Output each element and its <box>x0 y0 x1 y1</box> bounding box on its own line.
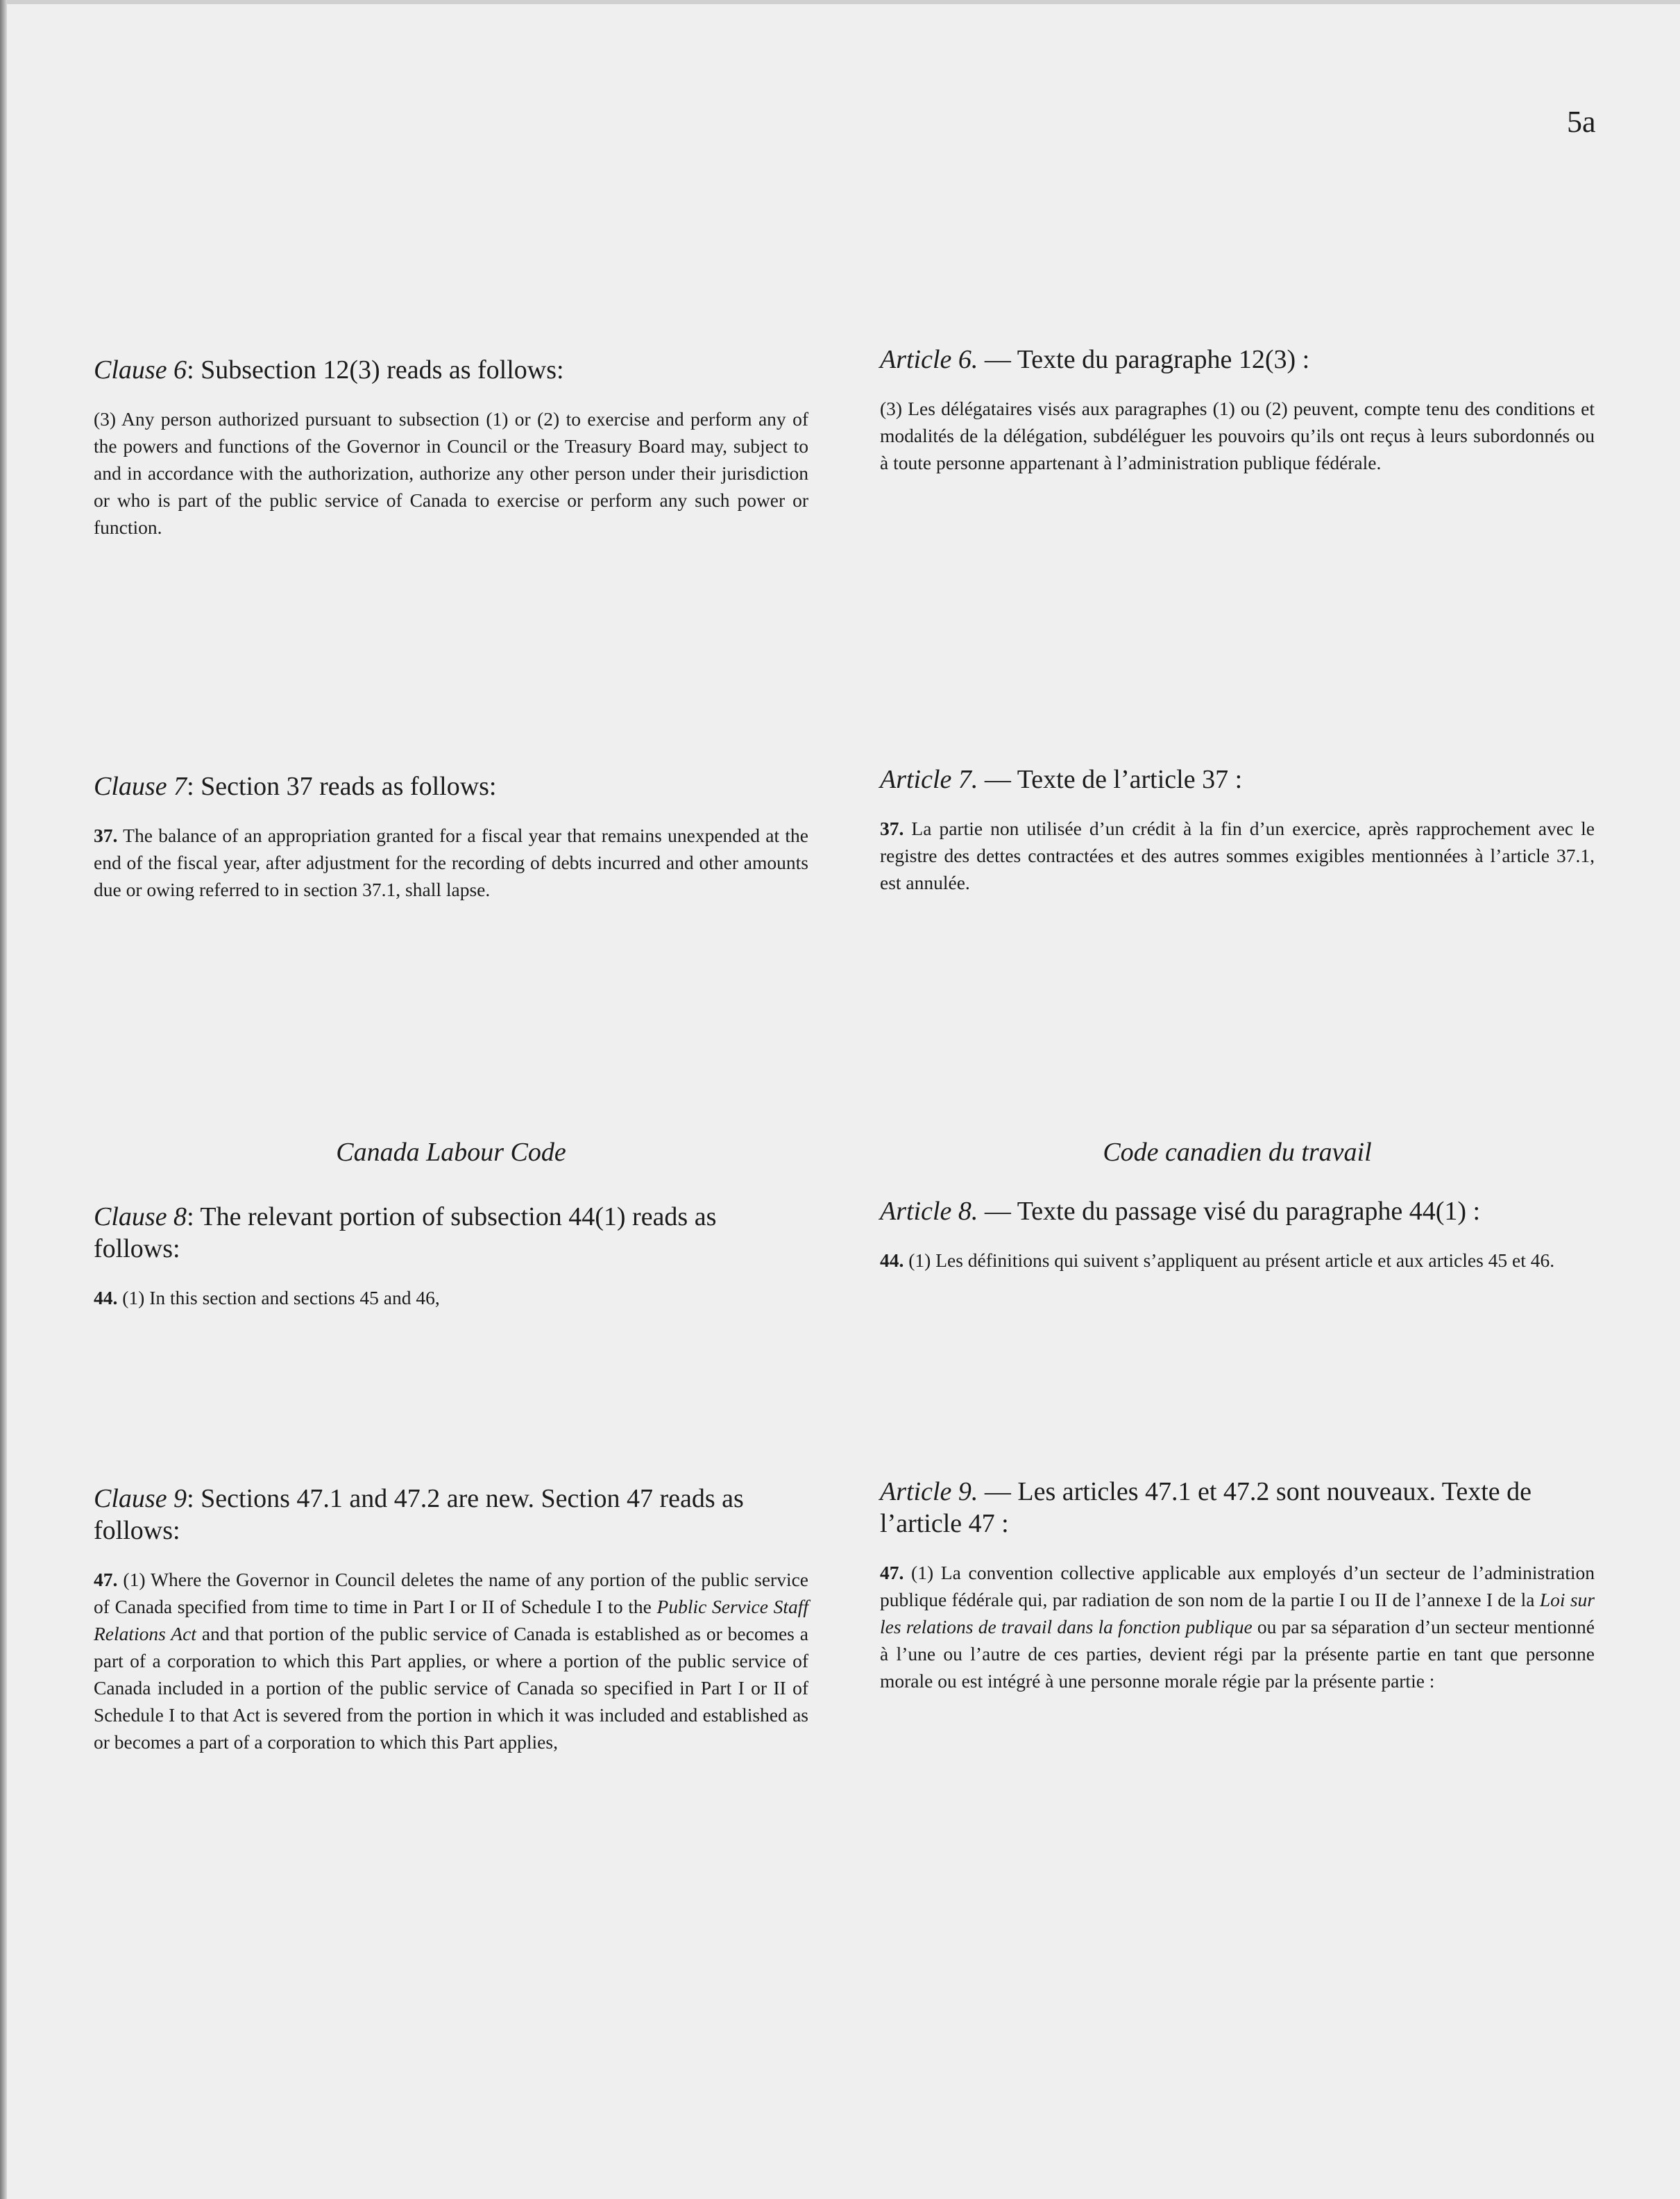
clause-7-text <box>94 822 808 903</box>
article-47-number: 47. <box>880 1562 904 1583</box>
clause-8-heading-text: : The relevant portion of subsection 44(1) reads as follows: <box>94 1202 717 1263</box>
clause-6-heading-text: : Subsection 12(3) reads as follows: <box>187 355 564 385</box>
section-44-number: 44. <box>94 1287 118 1308</box>
clause-7-body: The balance of an appropriation granted for a fiscal year that remains unexpended at the end of the fiscal year, after adjustment for the recording of debts incurred and other amounts due or owing referred to in section 37.1, shall lapse. <box>94 825 808 900</box>
clause-8-text <box>94 1284 808 1311</box>
section-37-number: 37. <box>94 825 118 846</box>
clause-7-en <box>94 770 808 903</box>
article-7-heading-text: — Texte de l’article 37 : <box>978 765 1243 794</box>
article-6-text: (3) Les délégataires visés aux paragraphes (1) ou (2) peuvent, compte tenu des conditions et modalités de la délégation, subdéléguer les pouvoirs qu’ils ont reçus à leurs subordonnés ou à toute personne appartenant à l’administration publique fédérale. <box>880 398 1595 473</box>
clause-7-label: Clause 7 <box>94 772 187 801</box>
article-37-number: 37. <box>880 818 904 839</box>
article-9-body-before: (1) La convention collective applicable aux employés d’un secteur de l’administration publique fédérale qui, par radiation de son nom de la partie I ou II de l’annexe I de la <box>880 1562 1595 1610</box>
article-7-fr <box>880 764 1595 896</box>
article-8-body: (1) Les définitions qui suivent s’appliquent au présent article et aux articles 45 et 46. <box>903 1249 1555 1271</box>
page-number: 5a <box>1567 105 1596 139</box>
article-6-fr <box>880 344 1595 476</box>
article-6-heading-text: — Texte du paragraphe 12(3) : <box>978 345 1310 374</box>
article-44-number: 44. <box>880 1249 904 1271</box>
page-top-edge <box>0 0 1680 4</box>
clause-8-body: (1) In this section and sections 45 and 46, <box>117 1287 440 1308</box>
clause-6-heading <box>94 354 808 386</box>
article-9-fr <box>880 1476 1595 1694</box>
article-7-text <box>880 815 1595 896</box>
clause-7-heading <box>94 770 808 802</box>
article-7-heading <box>880 764 1595 795</box>
clause-9-body-after: and that portion of the public service of Canada is established as or becomes a part of a corporation to which this Part applies, or where a portion of the public service of Canada included in a portion of the public service of Canada so specified in Part I or II of Schedule I to that Act is severed from the portion in which it was included and established as or becomes a part of a corporation to which this Part applies, <box>94 1623 808 1753</box>
article-9-body-after: ou par sa séparation d’un secteur mentionné à l’une ou l’autre de ces parties, devient régi par la présente partie en tant que personne morale ou est intégré à une personne morale régie par la présente partie : <box>880 1616 1595 1692</box>
clause-9-act-name: Public Service Staff Relations Act <box>94 1596 808 1644</box>
page-binding-edge <box>0 0 7 2199</box>
article-9-heading-text: — Les articles 47.1 et 47.2 sont nouveaux. Texte de l’article 47 : <box>880 1477 1532 1538</box>
article-7-body: La partie non utilisée d’un crédit à la fin d’un exercice, après rapprochement avec le registre des dettes contractées et des autres sommes exigibles mentionnées à l’article 37.1, est annulée. <box>880 818 1595 893</box>
article-9-act-name: Loi sur les relations de travail dans la fonction publique <box>880 1589 1595 1637</box>
clause-8-en <box>94 1201 808 1311</box>
clause-9-body-before: (1) Where the Governor in Council deletes the name of any portion of the public service of Canada specified from time to time in Part I or II of Schedule I to the <box>94 1569 808 1617</box>
article-8-fr <box>880 1195 1595 1274</box>
clause-9-heading-text: : Sections 47.1 and 47.2 are new. Section 47 reads as follows: <box>94 1484 744 1545</box>
clause-8-label: Clause 8 <box>94 1202 187 1231</box>
clause-6-label: Clause 6 <box>94 355 187 385</box>
article-6-heading <box>880 344 1595 376</box>
clause-9-label: Clause 9 <box>94 1484 187 1513</box>
section-47-number: 47. <box>94 1569 118 1590</box>
article-6-label: Article 6. <box>880 345 978 374</box>
act-title-fr-wrap <box>880 1137 1595 1168</box>
clause-9-en <box>94 1483 808 1755</box>
act-title-fr: Code canadien du travail <box>1103 1138 1372 1167</box>
article-8-heading-text: — Texte du passage visé du paragraphe 44(1) : <box>978 1197 1481 1226</box>
clause-6-en <box>94 354 808 541</box>
article-9-text <box>880 1559 1595 1694</box>
article-8-text <box>880 1247 1595 1274</box>
article-9-label: Article 9. <box>880 1477 978 1506</box>
clause-6-text: (3) Any person authorized pursuant to subsection (1) or (2) to exercise and perform any of the powers and functions of the Governor in Council or the Treasury Board may, subject to and in accordance with the authorization, authorize any other person under their jurisdiction or who is part of the public service of Canada to exercise or perform any such power or function. <box>94 408 808 538</box>
article-9-heading <box>880 1476 1595 1540</box>
article-8-label: Article 8. <box>880 1197 978 1226</box>
act-title-en-wrap <box>94 1137 808 1168</box>
clause-9-text <box>94 1566 808 1755</box>
article-7-label: Article 7. <box>880 765 978 794</box>
clause-9-heading <box>94 1483 808 1547</box>
clause-7-heading-text: : Section 37 reads as follows: <box>187 772 497 801</box>
act-title-en: Canada Labour Code <box>336 1138 566 1167</box>
clause-8-heading <box>94 1201 808 1265</box>
article-8-heading <box>880 1195 1595 1227</box>
